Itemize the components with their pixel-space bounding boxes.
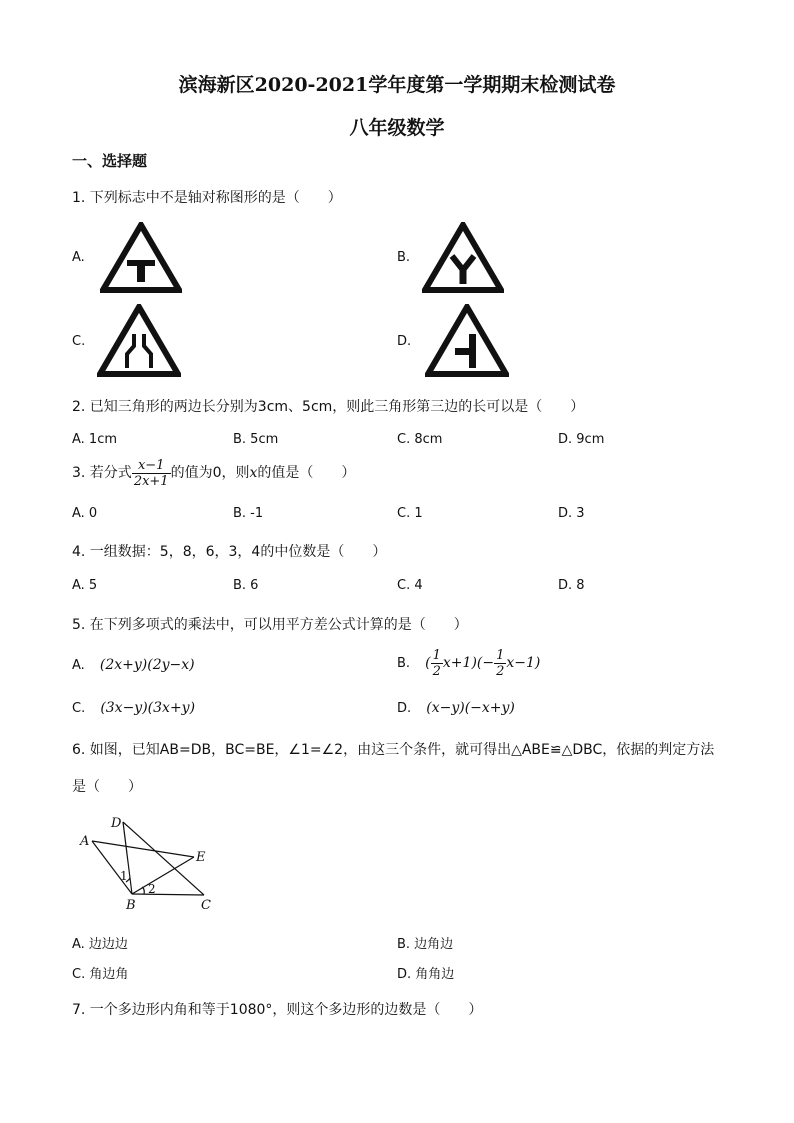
section-heading: 一、选择题	[72, 152, 148, 170]
question-6-stem-line2: 是（ ）	[72, 779, 142, 795]
q1-option-c-label: C.	[72, 334, 86, 349]
question-2-stem: 2. 已知三角形的两边长分别为3cm、5cm，则此三角形第三边的长可以是（ ）	[72, 399, 585, 415]
q5-option-d	[397, 697, 515, 716]
q6-option-c: C. 角边角	[72, 967, 129, 982]
side-road-sign-icon	[425, 304, 509, 378]
point-label-d: D	[111, 816, 122, 831]
q5-option-d-expr: (x−y)(−x+y)	[426, 700, 515, 716]
q5-option-b	[397, 648, 540, 679]
q2-option-b: B. 5cm	[233, 432, 279, 447]
q3-option-b: B. -1	[233, 506, 264, 521]
q4-option-b: B. 6	[233, 578, 259, 593]
q3-variable: x	[249, 465, 258, 481]
q4-option-c: C. 4	[397, 578, 423, 593]
q6-option-b: B. 边角边	[397, 937, 454, 952]
page-subtitle: 八年级数学	[349, 117, 445, 139]
q5-option-b-label: B.	[397, 656, 411, 671]
q5-option-a-label: A.	[72, 658, 85, 673]
question-1-stem: 1. 下列标志中不是轴对称图形的是（ ）	[72, 190, 342, 206]
q3-fraction	[132, 458, 171, 489]
q2-option-a: A. 1cm	[72, 432, 118, 447]
q5-option-b-open: (	[425, 655, 431, 671]
segment-BE	[132, 857, 194, 894]
q3-suffix: 的值是（ ）	[257, 465, 356, 481]
q1-option-d-label: D.	[397, 334, 412, 349]
q2-option-d: D. 9cm	[558, 432, 605, 447]
q3-mid: 的值为0，则	[170, 465, 250, 481]
t-junction-sign-icon	[100, 222, 182, 294]
question-7-stem: 7. 一个多边形内角和等于1080°，则这个多边形的边数是（ ）	[72, 1002, 483, 1018]
q6-option-a: A. 边边边	[72, 937, 128, 952]
q5-option-b-close: x−1)	[506, 655, 541, 671]
q5-option-b-frac2	[494, 648, 506, 679]
road-narrows-sign-icon	[97, 304, 181, 378]
point-label-b: B	[126, 898, 136, 913]
q3-numerator: x−1	[132, 458, 171, 474]
q6-geometry-figure	[74, 810, 224, 915]
y-junction-sign-icon	[422, 222, 504, 294]
q3-prefix: 3. 若分式	[72, 465, 132, 481]
q4-option-a: A. 5	[72, 578, 98, 593]
point-label-e: E	[196, 850, 206, 865]
point-label-c: C	[201, 898, 211, 913]
question-5-stem: 5. 在下列多项式的乘法中，可以用平方差公式计算的是（ ）	[72, 617, 468, 633]
question-4-stem: 4. 一组数据：5，8，6，3，4的中位数是（ ）	[72, 544, 387, 560]
q3-option-d: D. 3	[558, 506, 585, 521]
q2-option-c: C. 8cm	[397, 432, 443, 447]
page-title: 滨海新区2020-2021学年度第一学期期末检测试卷	[178, 74, 616, 96]
q5-b-frac1-den: 2	[432, 664, 441, 679]
angle-label-1: 1	[120, 869, 128, 883]
q1-option-a-label: A.	[72, 250, 85, 265]
q5-option-c-label: C.	[72, 701, 86, 716]
q3-option-c: C. 1	[397, 506, 423, 521]
q6-option-d: D. 角角边	[397, 967, 455, 982]
q5-option-a-expr: (2x+y)(2y−x)	[99, 657, 195, 673]
point-label-a: A	[80, 834, 90, 849]
q4-option-d: D. 8	[558, 578, 585, 593]
segment-BC	[132, 894, 204, 895]
q5-b-frac2-num: 1	[496, 648, 505, 663]
q5-option-b-mid: x+1)(−	[442, 655, 495, 671]
q5-option-c-expr: (3x−y)(3x+y)	[100, 700, 196, 716]
q3-option-a: A. 0	[72, 506, 98, 521]
q5-b-frac2-den: 2	[496, 664, 505, 679]
q1-option-b-label: B.	[397, 250, 411, 265]
question-3-stem	[72, 458, 355, 489]
q5-option-b-frac1	[431, 648, 443, 679]
angle-label-2: 2	[148, 882, 156, 896]
q3-denominator: 2x+1	[133, 474, 169, 489]
q5-b-frac1-num: 1	[432, 648, 441, 663]
q5-option-d-label: D.	[397, 701, 412, 716]
question-6-stem-line1: 6. 如图，已知AB=DB，BC=BE，∠1=∠2，由这三个条件，就可得出△ABE≌△DBC，依据的判定方法	[72, 742, 715, 758]
q5-option-a	[72, 654, 195, 673]
segment-AE	[92, 841, 194, 857]
q5-option-c	[72, 697, 195, 716]
